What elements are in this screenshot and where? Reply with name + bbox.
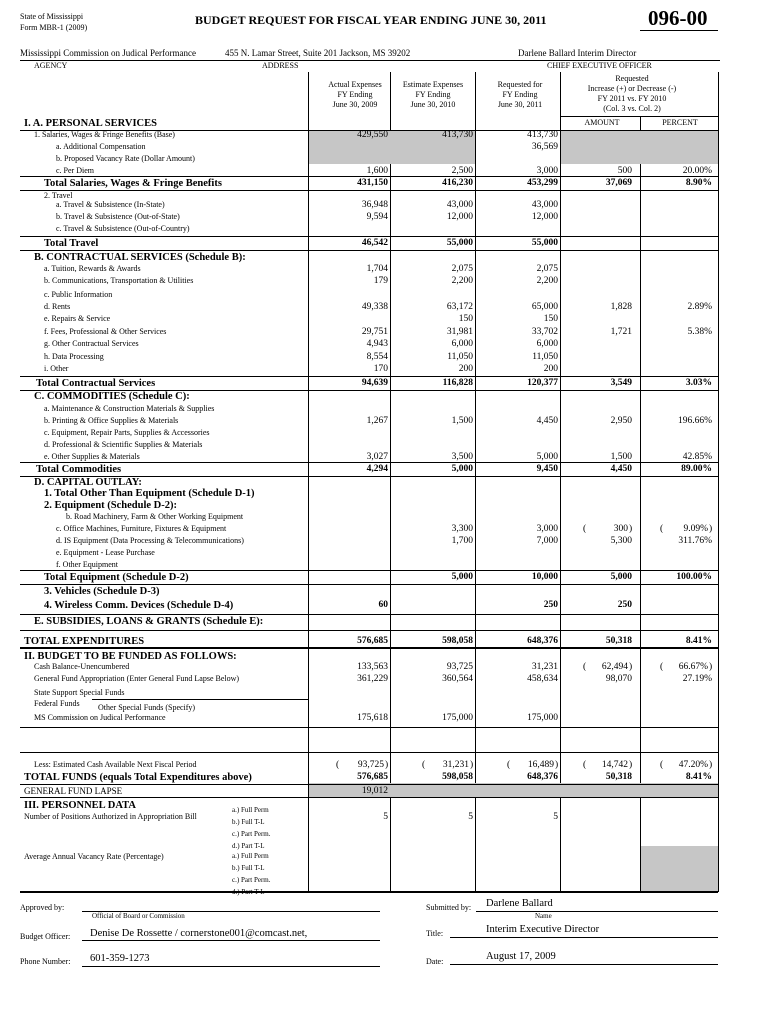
row-value: 4,450 [536, 416, 558, 426]
row-value: 49,338 [361, 302, 388, 312]
row-label: e. Equipment - Lease Purchase [56, 548, 155, 557]
row-value: 1,500 [451, 416, 473, 426]
row-value: 89.00% [681, 464, 712, 474]
row-value: 63,172 [446, 302, 473, 312]
agency-address: 455 N. Lamar Street, Suite 201 Jackson, MS 39202 [225, 48, 411, 58]
row-label: Federal Funds [34, 699, 80, 708]
row-value: 2,500 [451, 166, 473, 176]
row-value: 93,725 [446, 662, 473, 672]
row-value: 1,828 [610, 302, 632, 312]
official-label: Official of Board or Commission [92, 912, 185, 920]
approved-by-label: Approved by: [20, 903, 65, 912]
ceo-name: Darlene Ballard Interim Director [518, 48, 637, 58]
row-value: 43,000 [446, 200, 473, 210]
row-label: a. Tuition, Rewards & Awards [44, 264, 141, 273]
row-value: 50,318 [605, 772, 632, 782]
row-value: 5 [553, 812, 558, 822]
row-value: 2,075 [536, 264, 558, 274]
row-label: III. PERSONNEL DATA [24, 800, 136, 811]
row-value: 116,828 [442, 378, 473, 388]
row-label: e. Other Supplies & Materials [44, 452, 140, 461]
row-label: a. Travel & Subsistence (In-State) [56, 200, 165, 209]
row-label: 1. Total Other Than Equipment (Schedule D-1) [44, 488, 255, 499]
row-value: 360,564 [442, 674, 473, 684]
row-label: 2. Travel [44, 191, 73, 200]
row-value: 7,000 [536, 536, 558, 546]
row-value: 19,012 [361, 786, 388, 796]
row-value: 9,450 [536, 464, 558, 474]
address-label: ADDRESS [262, 61, 299, 70]
row-value: 8,554 [366, 352, 388, 362]
row-label: b. Communications, Transportation & Utilities [44, 276, 194, 285]
row-value: 2,200 [451, 276, 473, 286]
vacancy-sublabels: a.) Full Perm b.) Full T-L c.) Part Perm. d.) Part T-L [232, 852, 271, 896]
row-value: 12,000 [531, 212, 558, 222]
row-value: 3,300 [451, 524, 473, 534]
row-value: 3,000 [536, 166, 558, 176]
row-value: 100.00% [676, 572, 712, 582]
row-value: 36,948 [361, 200, 388, 210]
row-label: 1. Salaries, Wages & Fringe Benefits (Base) [34, 130, 175, 139]
row-value: 1,500 [610, 452, 632, 462]
row-value: 12,000 [446, 212, 473, 222]
date-value: August 17, 2009 [486, 951, 556, 962]
row-label: d. IS Equipment (Data Processing & Telecommunications) [56, 536, 244, 545]
row-value: 5,300 [610, 536, 632, 546]
row-value: 5,000 [536, 452, 558, 462]
row-label: General Fund Appropriation (Enter General Fund Lapse Below) [34, 674, 240, 683]
row-value: 2,200 [536, 276, 558, 286]
col-header-percent: PERCENT [662, 118, 698, 127]
row-value: 16,489 [527, 760, 554, 770]
row-label: Cash Balance-Unencumbered [34, 662, 130, 671]
phone-label: Phone Number: [20, 957, 71, 966]
row-value: 598,058 [442, 636, 473, 646]
agency-label: AGENCY [34, 61, 68, 70]
row-label: g. Other Contractual Services [44, 339, 139, 348]
phone-value: 601-359-1273 [90, 953, 150, 964]
row-value: 133,563 [357, 662, 388, 672]
row-value: 11,050 [532, 352, 558, 362]
row-value: 55,000 [531, 238, 558, 248]
row-value: 431,150 [357, 178, 388, 188]
row-value: 37,069 [605, 178, 632, 188]
row-value: 1,600 [366, 166, 388, 176]
row-value: 31,231 [442, 760, 469, 770]
row-label: GENERAL FUND LAPSE [24, 786, 123, 796]
row-label: a. Additional Compensation [56, 142, 146, 151]
row-value: 175,000 [527, 713, 558, 723]
row-label: Total Salaries, Wages & Fringe Benefits [44, 178, 222, 189]
row-value: 175,000 [442, 713, 473, 723]
row-value: 5,000 [451, 572, 473, 582]
row-label: c. Office Machines, Furniture, Fixtures & Equipment [56, 524, 227, 533]
row-value: 94,639 [361, 378, 388, 388]
row-value: 5,000 [610, 572, 632, 582]
row-value: 150 [458, 314, 473, 324]
row-value: 29,751 [361, 327, 388, 337]
row-label: b. Travel & Subsistence (Out-of-State) [56, 212, 180, 221]
row-label: 4. Wireless Comm. Devices (Schedule D-4) [44, 600, 234, 611]
row-label: f. Fees, Professional & Other Services [44, 327, 167, 336]
other-special-funds-label: Other Special Funds (Specify) [98, 703, 196, 712]
row-value: 10,000 [531, 572, 558, 582]
row-value: 9,594 [366, 212, 388, 222]
ceo-label: CHIEF EXECUTIVE OFFICER [547, 61, 652, 70]
row-label: II. BUDGET TO BE FUNDED AS FOLLOWS: [24, 651, 237, 662]
col-header-estimate: Estimate Expenses FY Ending June 30, 2010 [402, 80, 464, 109]
row-value: 361,229 [357, 674, 388, 684]
row-value: 4,450 [610, 464, 632, 474]
row-label: D. CAPITAL OUTLAY: [34, 477, 142, 488]
row-label: TOTAL FUNDS (equals Total Expenditures above) [24, 772, 252, 783]
row-value: 65,000 [531, 302, 558, 312]
row-label: h. Data Processing [44, 352, 104, 361]
row-value: 3,500 [451, 452, 473, 462]
row-label: State Support Special Funds [34, 688, 125, 697]
row-value: 2,075 [451, 264, 473, 274]
row-label: I. A. PERSONAL SERVICES [24, 118, 157, 129]
row-label: C. COMMODITIES (Schedule C): [34, 391, 190, 402]
row-label: c. Travel & Subsistence (Out-of-Country) [56, 224, 190, 233]
row-value: 31,981 [446, 327, 473, 337]
form-number: Form MBR-1 (2009) [20, 23, 88, 32]
row-value: 27.19% [682, 674, 712, 684]
row-label: b. Printing & Office Supplies & Materials [44, 416, 179, 425]
row-label: Total Commodities [36, 464, 122, 475]
row-value: 8.90% [685, 178, 712, 188]
row-label: c. Equipment, Repair Parts, Supplies & Accessories [44, 428, 210, 437]
row-label: MS Commission on Judical Performance [34, 713, 166, 722]
row-value: 6,000 [451, 339, 473, 349]
row-value: 8.41% [685, 636, 712, 646]
row-value: 55,000 [446, 238, 473, 248]
row-value: 429,550 [357, 130, 388, 140]
row-value: 3,000 [536, 524, 558, 534]
row-label: c. Public Information [44, 290, 113, 299]
row-label: TOTAL EXPENDITURES [24, 636, 145, 647]
row-value: 2.89% [687, 302, 712, 312]
row-value: 250 [617, 600, 632, 610]
date-label: Date: [426, 957, 444, 966]
row-label: 3. Vehicles (Schedule D-3) [44, 586, 160, 597]
row-value: 5,000 [451, 464, 473, 474]
row-value: 1,721 [610, 327, 632, 337]
row-value: 413,730 [527, 130, 558, 140]
row-value: 250 [543, 600, 558, 610]
row-label: b. Proposed Vacancy Rate (Dollar Amount) [56, 154, 195, 163]
row-value: 648,376 [527, 772, 558, 782]
row-label: a. Maintenance & Construction Materials & Supplies [44, 404, 215, 413]
row-value: 311.76% [678, 536, 712, 546]
row-value: 5 [468, 812, 473, 822]
row-value: 46,542 [361, 238, 388, 248]
title-label: Title: [426, 929, 444, 938]
row-value: 576,685 [357, 772, 388, 782]
row-label: c. Per Diem [56, 166, 94, 175]
row-value: 43,000 [531, 200, 558, 210]
budget-code: 096-00 [648, 6, 708, 30]
row-label: Number of Positions Authorized in Appropriation Bill [24, 812, 197, 821]
row-value: 120,377 [527, 378, 558, 388]
row-value: 66.67% [678, 662, 708, 672]
submitted-by-label: Submitted by: [426, 903, 472, 912]
row-value: 1,700 [451, 536, 473, 546]
row-label: b. Road Machinery, Farm & Other Working Equipment [66, 512, 244, 521]
row-value: 500 [617, 166, 632, 176]
row-label: Less: Estimated Cash Available Next Fiscal Period [34, 760, 197, 769]
row-value: 20.00% [682, 166, 712, 176]
row-label: Total Travel [44, 238, 99, 249]
row-value: 3.03% [685, 378, 712, 388]
row-value: 458,634 [527, 674, 558, 684]
col-header-requested: Requested for FY Ending June 30, 2011 [497, 80, 543, 109]
row-value: 5.38% [687, 327, 712, 337]
row-value: 33,702 [531, 327, 558, 337]
row-value: 1,267 [366, 416, 388, 426]
row-label: E. SUBSIDIES, LOANS & GRANTS (Schedule E): [34, 616, 264, 627]
row-value: 93,725 [357, 760, 384, 770]
row-label: Total Equipment (Schedule D-2) [44, 572, 189, 583]
col-header-amount: AMOUNT [584, 118, 620, 127]
row-value: 196.66% [677, 416, 712, 426]
row-value: 175,618 [357, 713, 388, 723]
row-value: 598,058 [442, 772, 473, 782]
row-value: 3,549 [610, 378, 632, 388]
row-value: 4,943 [366, 339, 388, 349]
row-value: 4,294 [366, 464, 388, 474]
row-value: 36,569 [531, 142, 558, 152]
vacancy-rate-label: Average Annual Vacancy Rate (Percentage) [24, 852, 164, 861]
submitted-by-value: Darlene Ballard [486, 898, 553, 909]
row-value: 2,950 [610, 416, 632, 426]
budget-officer-value: Denise De Rossette / cornerstone001@comcast.net, [90, 928, 308, 939]
row-value: 179 [373, 276, 388, 286]
row-value: 200 [543, 364, 558, 374]
row-label: 2. Equipment (Schedule D-2): [44, 500, 178, 511]
title-value: Interim Executive Director [486, 924, 600, 935]
row-value: 300 [613, 524, 628, 534]
row-value: 8.41% [685, 772, 712, 782]
row-value: 42.85% [682, 452, 712, 462]
row-value: 98,070 [605, 674, 632, 684]
row-label: f. Other Equipment [56, 560, 118, 569]
row-value: 648,376 [527, 636, 558, 646]
page-title: BUDGET REQUEST FOR FISCAL YEAR ENDING JUNE 30, 2011 [195, 13, 547, 27]
row-value: 1,704 [366, 264, 388, 274]
col-header-actual: Actual Expenses FY Ending June 30, 2009 [328, 80, 382, 109]
row-value: 200 [458, 364, 473, 374]
row-value: 3,027 [366, 452, 388, 462]
row-value: 413,730 [442, 130, 473, 140]
row-value: 5 [383, 812, 388, 822]
name-label: Name [535, 912, 552, 920]
agency-name: Mississippi Commission on Judical Performance [20, 48, 196, 58]
row-value: 6,000 [536, 339, 558, 349]
row-label: B. CONTRACTUAL SERVICES (Schedule B): [34, 252, 246, 263]
row-value: 31,231 [531, 662, 558, 672]
row-value: 47.20% [678, 760, 708, 770]
row-label: i. Other [44, 364, 69, 373]
row-label: e. Repairs & Service [44, 314, 111, 323]
row-value: 14,742 [601, 760, 628, 770]
row-label: d. Rents [44, 302, 71, 311]
state-label: State of Mississippi [20, 12, 84, 21]
row-value: 9.09% [683, 524, 708, 534]
row-value: 11,050 [447, 352, 473, 362]
row-value: 416,230 [442, 178, 473, 188]
row-value: 60 [378, 600, 388, 610]
row-value: 62,494 [601, 662, 628, 672]
row-value: 150 [543, 314, 558, 324]
row-value: 170 [373, 364, 388, 374]
row-value: 453,299 [527, 178, 558, 188]
col-header-change: Requested Increase (+) or Decrease (-) FY 2011 vs. FY 2010 (Col. 3 vs. Col. 2) [587, 74, 677, 113]
budget-officer-label: Budget Officer: [20, 932, 71, 941]
row-value: 576,685 [357, 636, 388, 646]
positions-sublabels: a.) Full Perm b.) Full T-L c.) Part Perm. d.) Part T-L [232, 806, 271, 850]
row-label: Total Contractual Services [36, 378, 156, 389]
row-value: 50,318 [605, 636, 632, 646]
row-label: d. Professional & Scientific Supplies & Materials [44, 440, 203, 449]
